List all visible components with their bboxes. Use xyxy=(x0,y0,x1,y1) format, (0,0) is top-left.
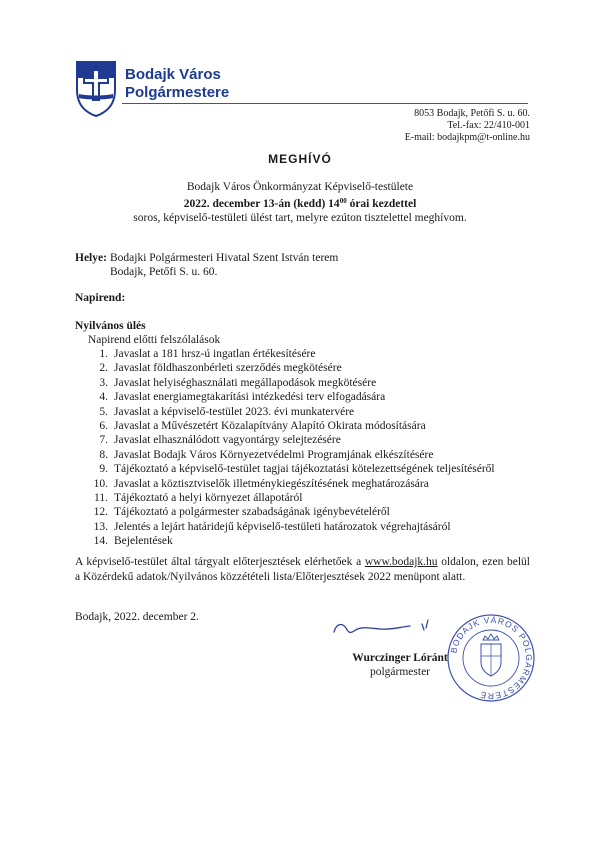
agenda-number: 6. xyxy=(99,420,108,433)
agenda-item xyxy=(88,376,495,390)
meeting-date: 2022. december 13-án (kedd) 14 xyxy=(183,198,340,210)
intro-line-1: Bodajk Város Önkormányzat Képviselő-testülete xyxy=(186,181,414,193)
agenda-text: Javaslat a köztisztviselők illetménykiegészítésének meghatározására xyxy=(114,477,429,490)
venue-line-2: Bodajk, Petőfi S. u. 60. xyxy=(110,266,218,278)
agenda-number: 4. xyxy=(99,391,108,404)
agenda-list xyxy=(88,347,495,549)
agenda-text: Tájékoztató a helyi környezet állapotáról xyxy=(114,492,303,505)
stamp-text: BODAJK VÁROS POLGÁRMESTERE xyxy=(448,614,535,702)
note-text-after: oldalon, ezen belül a Közérdekű adatok/Nyilvános közzétételi lista/Előterjesztések 2022 menüpont alatt. xyxy=(75,556,530,583)
email: E-mail: bodajkpm@t-online.hu xyxy=(404,132,530,143)
agenda-text: Tájékoztató a polgármester szabadságának igénybevételéről xyxy=(114,506,390,519)
agenda-item xyxy=(88,405,495,419)
meeting-time-suffix: órai kezdettel xyxy=(346,198,417,210)
agenda-text: Javaslat elhasználódott vagyontárgy selejtezésére xyxy=(114,434,341,447)
agenda-text: Javaslat a 181 hrsz-ú ingatlan értékesítésére xyxy=(114,348,316,360)
agenda-item xyxy=(88,433,495,447)
agenda-item xyxy=(88,520,495,534)
document-title: MEGHÍVÓ xyxy=(268,152,332,166)
intro-line-3: soros, képviselő-testületi ülést tart, melyre ezúton tisztelettel meghívom. xyxy=(133,212,467,224)
agenda-item xyxy=(88,347,495,361)
agenda-number: 8. xyxy=(99,448,108,461)
agenda-text: Javaslat Bodajk Város Környezetvédelmi Programjának elkészítésére xyxy=(114,448,434,461)
venue-block xyxy=(75,251,338,279)
contact-block xyxy=(405,108,530,144)
agenda-text: Jelentés a lejárt határidejű képviselő-testületi határozatok végrehajtásáról xyxy=(114,520,451,533)
agenda-text: Javaslat földhaszonbérleti szerződés megkötésére xyxy=(114,362,342,375)
meeting-minutes: 00 xyxy=(339,197,347,205)
agenda-number: 12. xyxy=(93,506,108,519)
signer-title: polgármester xyxy=(369,666,431,678)
agenda-number: 2. xyxy=(99,362,108,375)
agenda-item xyxy=(88,390,495,404)
agenda-heading: Napirend: xyxy=(75,292,126,304)
agenda-item xyxy=(88,534,495,548)
venue-label: Helye: xyxy=(75,252,107,264)
pre-agenda-item: Napirend előtti felszólalások xyxy=(88,334,221,346)
website-link[interactable]: www.bodajk.hu xyxy=(364,556,438,568)
agenda-text: Javaslat helyiséghasználati megállapodások megkötésére xyxy=(114,376,377,389)
agenda-number: 11. xyxy=(94,492,108,505)
documents-note xyxy=(75,555,530,585)
handwritten-signature xyxy=(330,614,440,644)
agenda-number: 5. xyxy=(99,405,108,418)
agenda-item xyxy=(88,419,495,433)
venue-line-1: Bodajki Polgármesteri Hivatal Szent István terem xyxy=(110,252,339,264)
agenda-item xyxy=(88,491,495,505)
agenda-text: Javaslat a képviselő-testület 2023. évi munkatervére xyxy=(114,405,355,418)
invitation-intro xyxy=(0,180,600,225)
agenda-number: 14. xyxy=(93,535,108,548)
public-session-heading: Nyilvános ülés xyxy=(75,320,146,332)
agenda-text: Tájékoztató a képviselő-testület tagjai tájékoztatási kötelezettségének teljesítéséről xyxy=(114,463,495,476)
address: 8053 Bodajk, Petőfi S. u. 60. xyxy=(414,108,530,119)
agenda-item xyxy=(88,361,495,375)
agenda-item xyxy=(88,448,495,462)
agenda-number: 7. xyxy=(99,434,108,447)
org-line-1: Bodajk Város xyxy=(125,66,221,83)
agenda-number: 9. xyxy=(99,463,108,476)
agenda-number: 13. xyxy=(93,520,108,533)
agenda-item xyxy=(88,462,495,476)
agenda-text: Javaslat energiamegtakarítási intézkedési terv elfogadására xyxy=(114,391,386,404)
agenda-item xyxy=(88,477,495,491)
note-text-before: A képviselő-testület által tárgyalt előterjesztések elérhetőek a xyxy=(75,556,365,568)
official-stamp xyxy=(445,612,537,704)
phone: Tel.-fax: 22/410-001 xyxy=(447,120,530,131)
agenda-text: Bejelentések xyxy=(114,535,173,548)
agenda-number: 3. xyxy=(99,376,108,389)
org-line-2: Polgármestere xyxy=(125,84,230,101)
agenda-item xyxy=(88,505,495,519)
intro-date-line xyxy=(0,194,600,211)
agenda-number: 1. xyxy=(99,348,108,360)
signer-name: Wurczinger Lóránt xyxy=(352,652,448,664)
agenda-text: Javaslat a Művészetért Közalapítvány Alapító Okirata módosítására xyxy=(114,420,426,433)
header-divider xyxy=(122,103,528,104)
agenda-number: 10. xyxy=(93,477,108,490)
coat-of-arms-icon xyxy=(75,60,117,118)
organization-name xyxy=(125,66,229,102)
document-date: Bodajk, 2022. december 2. xyxy=(75,611,199,623)
